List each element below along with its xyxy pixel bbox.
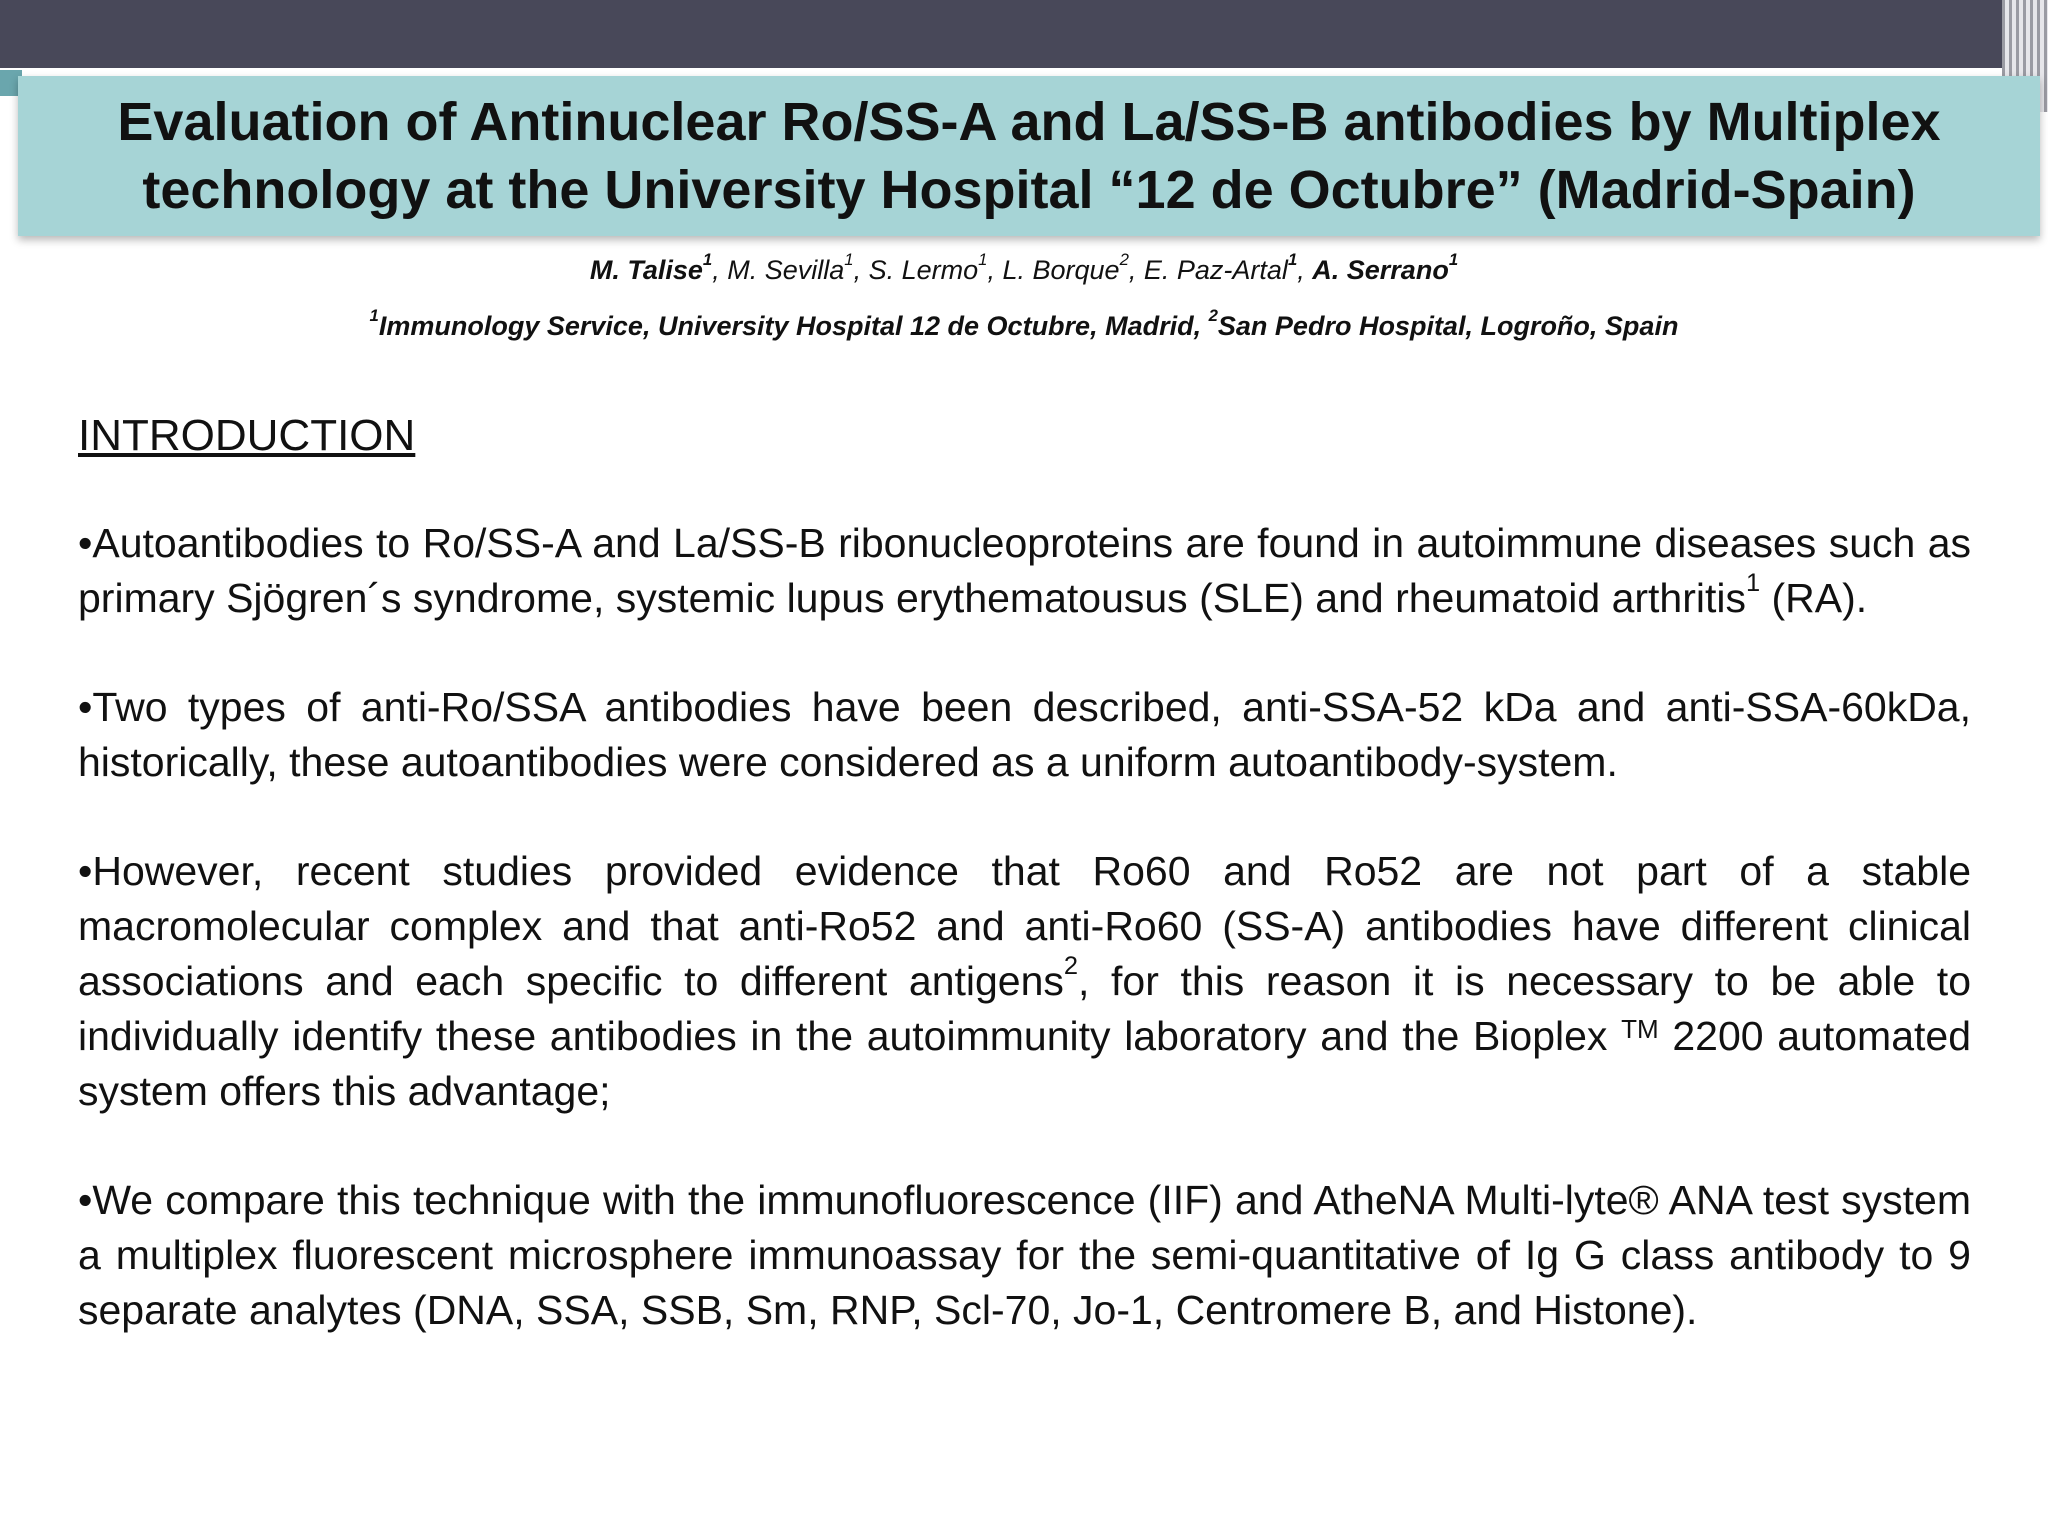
- header-bar: [0, 0, 2048, 68]
- author-name: L. Borque: [1002, 255, 1120, 285]
- author-affiliation-mark: 1: [1448, 249, 1459, 269]
- reference-mark: 1: [1746, 569, 1761, 597]
- intro-paragraph-2: [78, 680, 1971, 790]
- author-name: M. Talise: [589, 255, 703, 285]
- intro-paragraph-1: [78, 516, 1971, 626]
- paragraph-text: •Autoantibodies to Ro/SS-A and La/SS-B ribonucleoproteins are found in autoimmune diseases such as primary Sjögren´s syndrome, systemic lupus erythematousus (SLE) and rheumatoid arthritis: [78, 520, 1971, 621]
- intro-paragraph-3: [78, 844, 1971, 1119]
- title-line-2: technology at the University Hospital “12 de Octubre” (Madrid-Spain): [142, 160, 1916, 220]
- introduction-section: [78, 408, 1971, 1392]
- author-name: A. Serrano: [1312, 255, 1449, 285]
- author-name: M. Sevilla: [727, 255, 845, 285]
- affiliation-mark: 1: [369, 305, 379, 325]
- affiliation-line: [0, 305, 2048, 344]
- intro-paragraph-4: [78, 1173, 1971, 1338]
- author-list: M. Talise$^1$, M. Sevilla$^1$, S. Lermo$^1$, L. Borque$^2$, E. Paz-Artal$^1$, A. Serrano$^1$: [589, 249, 1459, 285]
- paragraph-text: •However, recent studies provided evidence that Ro60 and Ro52 are not part of a stable macromolecular complex and that anti-Ro52 and anti-Ro60 (SS-A) antibodies have different clinical associations and each specific to different antigens: [78, 848, 1971, 1004]
- affiliation-text: San Pedro Hospital, Logroño, Spain: [1217, 311, 1679, 341]
- author-affiliation-mark: 1: [702, 249, 713, 269]
- author-affiliation-mark: 1: [978, 249, 988, 269]
- author-name: E. Paz-Artal: [1143, 255, 1288, 285]
- author-affiliation-mark: 1: [1287, 249, 1298, 269]
- reference-mark: 2: [1063, 952, 1079, 980]
- author-affiliation-mark: 2: [1119, 249, 1129, 269]
- paragraph-text: •Two types of anti-Ro/SSA antibodies have been described, anti-SSA-52 kDa and anti-SSA-60kDa, historically, these autoantibodies were considered as a uniform autoantibody-system.: [78, 684, 1971, 785]
- paragraph-text: •We compare this technique with the immunofluorescence (IIF) and AtheNA Multi-lyte® ANA test system a multiplex fluorescent microsphere immunoassay for the semi-quantitative of Ig G class antibody to 9 separate analytes (DNA, SSA, SSB, Sm, RNP, Scl-70, Jo-1, Centromere B, and Histone).: [78, 1177, 1971, 1333]
- section-heading: INTRODUCTION: [78, 411, 416, 460]
- affiliation-text: Immunology Service, University Hospital 12 de Octubre, Madrid,: [378, 311, 1209, 341]
- paragraph-text: 2200 automated system offers this advantage;: [78, 1013, 1971, 1114]
- author-name: S. Lermo: [868, 255, 979, 285]
- author-affiliation-mark: 1: [844, 249, 854, 269]
- title-line-1: Evaluation of Antinuclear Ro/SS-A and La/SS-B antibodies by Multiplex: [117, 92, 1941, 152]
- paragraph-text: , for this reason it is necessary to be able to individually identify these antibodies in the autoimmunity laboratory and the Bioplex: [78, 958, 1971, 1059]
- title-banner: [18, 76, 2040, 236]
- paragraph-text: (RA).: [1760, 575, 1868, 621]
- affiliation-mark: 2: [1208, 305, 1218, 325]
- trademark-mark: TM: [1621, 1014, 1659, 1044]
